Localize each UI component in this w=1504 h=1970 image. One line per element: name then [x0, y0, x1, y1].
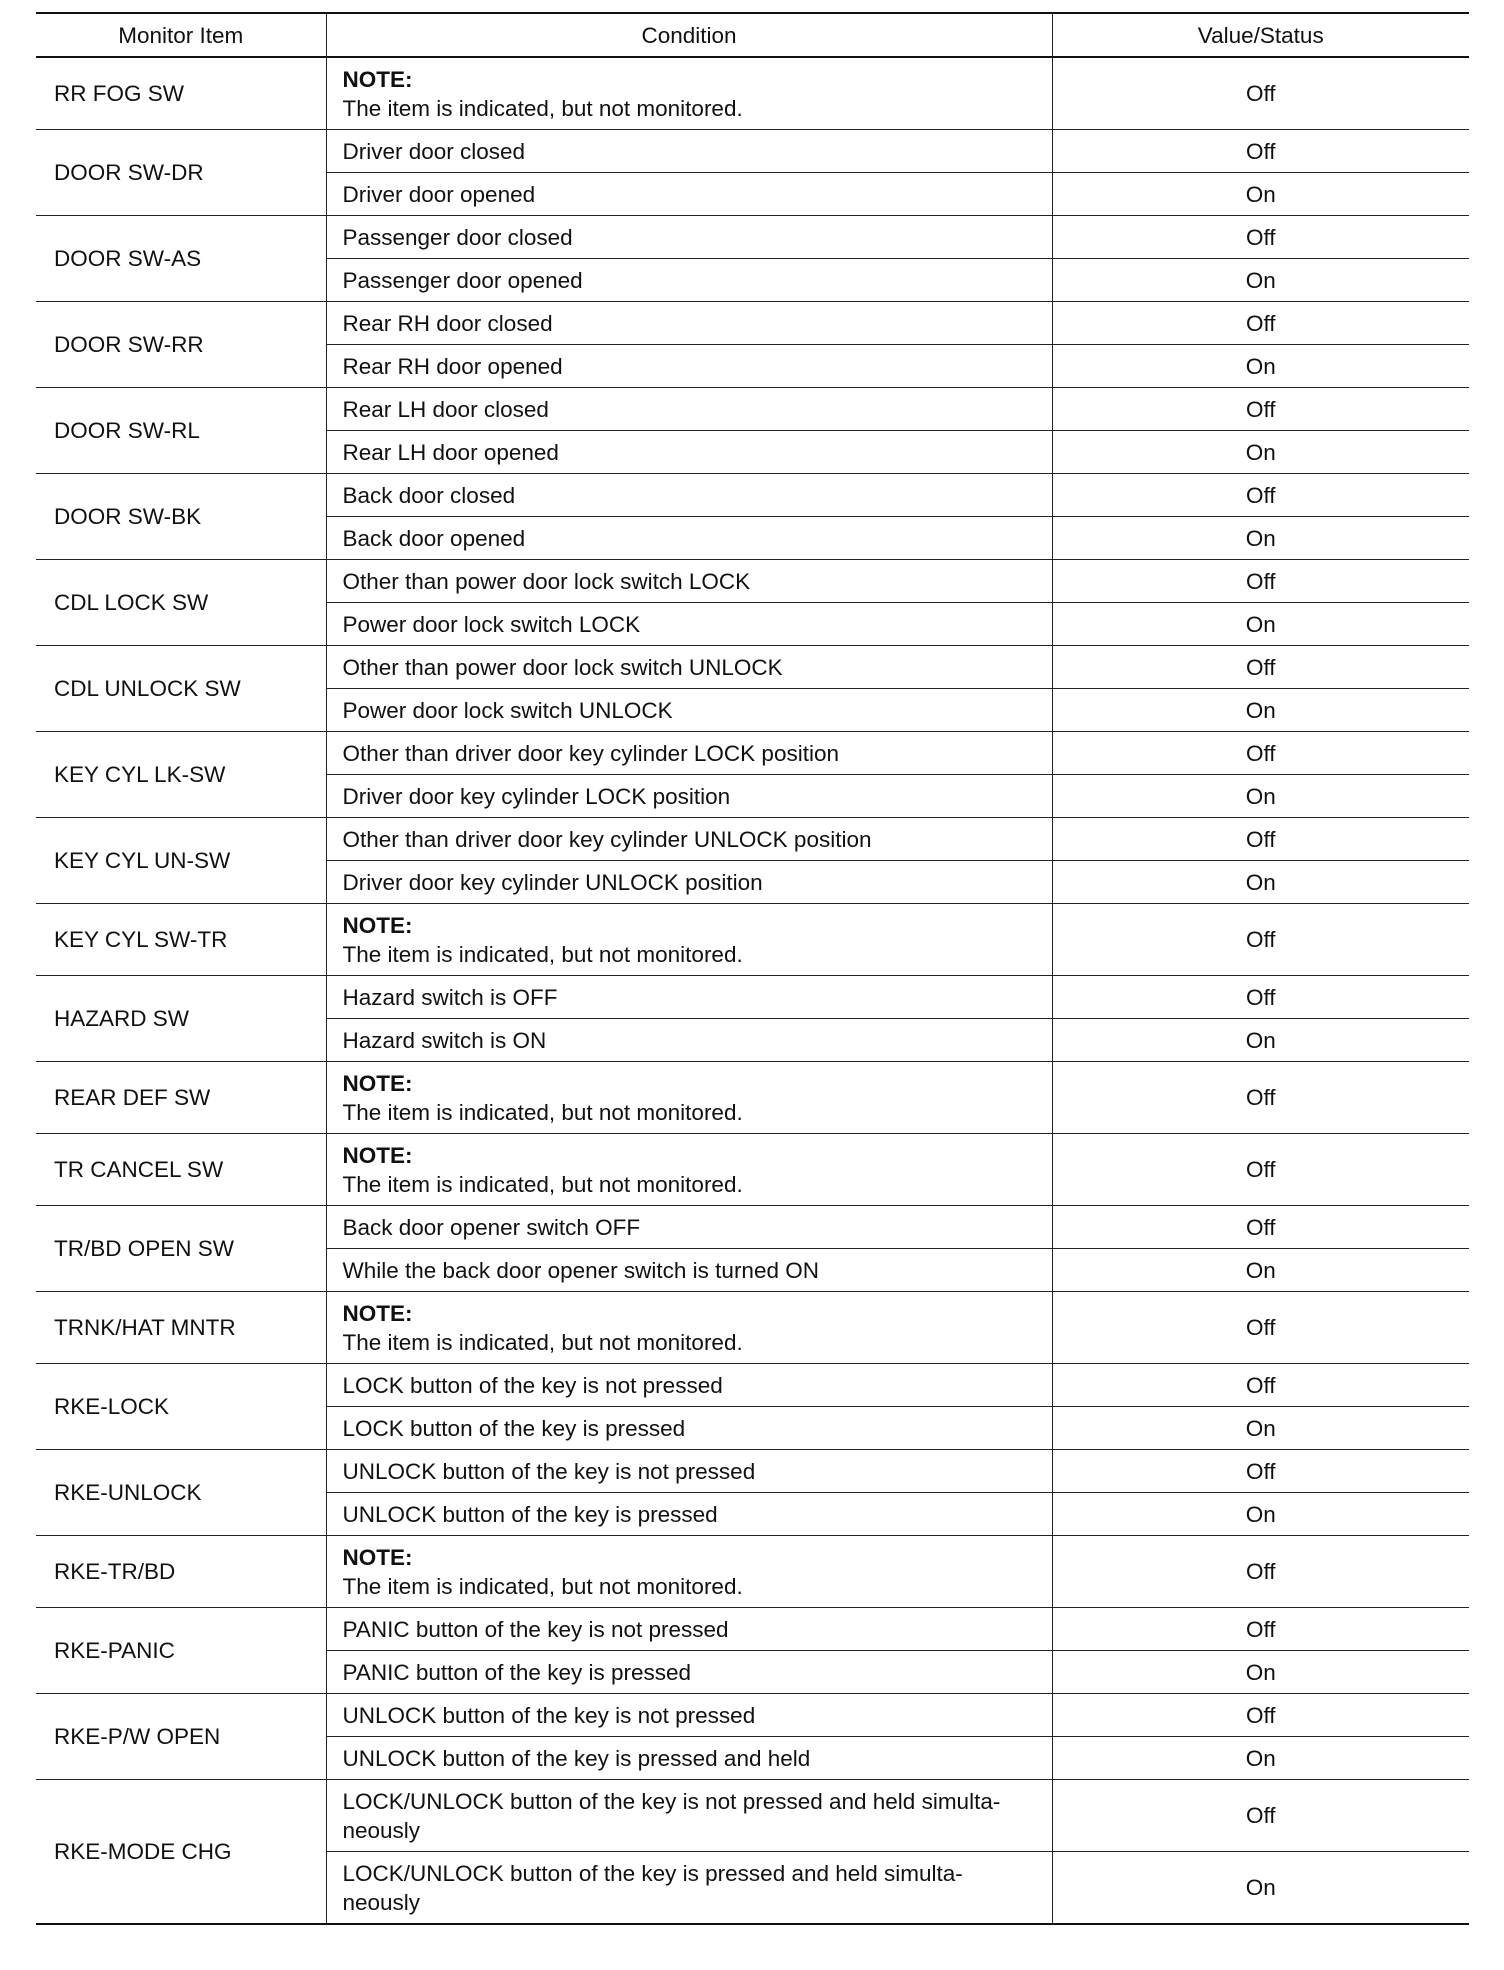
condition-text: Passenger door opened: [342, 267, 583, 293]
note-label: NOTE:: [342, 1544, 413, 1570]
monitor-item-cell: RKE-P/W OPEN: [36, 1694, 326, 1780]
monitor-item-cell: KEY CYL SW-TR: [36, 904, 326, 976]
value-status-cell: On: [1052, 1019, 1469, 1062]
condition-text: Hazard switch is OFF: [342, 984, 558, 1010]
condition-text: PANIC button of the key is pressed: [342, 1659, 692, 1685]
note-label: NOTE:: [342, 912, 413, 938]
condition-cell: [326, 1019, 1052, 1062]
note-text: The item is indicated, but not monitored.: [342, 941, 743, 967]
value-status-cell: On: [1052, 517, 1469, 560]
table-row: [36, 818, 1469, 861]
value-status-cell: Off: [1052, 1608, 1469, 1651]
table-row: [36, 1062, 1469, 1134]
table-row: [36, 216, 1469, 259]
table-body: [36, 57, 1469, 1924]
condition-cell: [326, 1062, 1052, 1134]
condition-text: UNLOCK button of the key is not pressed: [342, 1458, 756, 1484]
monitor-item-cell: HAZARD SW: [36, 976, 326, 1062]
condition-text: Passenger door closed: [342, 224, 573, 250]
condition-cell: [326, 1608, 1052, 1651]
condition-text: UNLOCK button of the key is not pressed: [342, 1702, 756, 1728]
condition-cell: [326, 1493, 1052, 1536]
condition-cell: [326, 1450, 1052, 1493]
value-status-cell: On: [1052, 1651, 1469, 1694]
condition-cell: [326, 431, 1052, 474]
monitor-item-cell: CDL LOCK SW: [36, 560, 326, 646]
value-status-cell: On: [1052, 861, 1469, 904]
header-condition: Condition: [326, 13, 1052, 57]
condition-cell: [326, 646, 1052, 689]
condition-cell: [326, 1292, 1052, 1364]
monitor-item-cell: KEY CYL LK-SW: [36, 732, 326, 818]
note-text: The item is indicated, but not monitored.: [342, 1099, 743, 1125]
condition-text: Power door lock switch UNLOCK: [342, 697, 673, 723]
note-label: NOTE:: [342, 1142, 413, 1168]
value-status-cell: Off: [1052, 1062, 1469, 1134]
value-status-cell: On: [1052, 173, 1469, 216]
condition-text: Power door lock switch LOCK: [342, 611, 641, 637]
header-monitor-item: Monitor Item: [36, 13, 326, 57]
table-row: [36, 474, 1469, 517]
monitor-item-cell: RKE-MODE CHG: [36, 1780, 326, 1925]
value-status-cell: Off: [1052, 130, 1469, 173]
table-row: [36, 646, 1469, 689]
table-row: [36, 1694, 1469, 1737]
value-status-cell: On: [1052, 1852, 1469, 1925]
condition-text: Rear LH door opened: [342, 439, 559, 465]
condition-cell: [326, 1364, 1052, 1407]
condition-text: Rear LH door closed: [342, 396, 549, 422]
condition-text: Driver door closed: [342, 138, 526, 164]
value-status-cell: Off: [1052, 1694, 1469, 1737]
condition-cell: [326, 1206, 1052, 1249]
table-row: [36, 1608, 1469, 1651]
condition-cell: [326, 1536, 1052, 1608]
monitor-item-cell: KEY CYL UN-SW: [36, 818, 326, 904]
table-row: [36, 976, 1469, 1019]
condition-text: Back door closed: [342, 482, 516, 508]
note-text: The item is indicated, but not monitored.: [342, 1329, 743, 1355]
header-value-status: Value/Status: [1052, 13, 1469, 57]
table-row: [36, 1206, 1469, 1249]
note-text: The item is indicated, but not monitored.: [342, 95, 743, 121]
table-header-row: [36, 13, 1469, 57]
condition-cell: [326, 173, 1052, 216]
note-label: NOTE:: [342, 1070, 413, 1096]
monitor-item-cell: TR CANCEL SW: [36, 1134, 326, 1206]
condition-text: LOCK/UNLOCK button of the key is not pressed and held simulta- neously: [342, 1788, 1001, 1843]
value-status-cell: Off: [1052, 1134, 1469, 1206]
condition-cell: [326, 689, 1052, 732]
condition-cell: [326, 1780, 1052, 1852]
value-status-cell: On: [1052, 259, 1469, 302]
monitor-item-cell: CDL UNLOCK SW: [36, 646, 326, 732]
value-status-cell: Off: [1052, 302, 1469, 345]
condition-text: PANIC button of the key is not pressed: [342, 1616, 729, 1642]
table-row: [36, 302, 1469, 345]
note-label: NOTE:: [342, 1300, 413, 1326]
value-status-cell: Off: [1052, 216, 1469, 259]
value-status-cell: Off: [1052, 1780, 1469, 1852]
condition-cell: [326, 861, 1052, 904]
table-row: [36, 1780, 1469, 1852]
value-status-cell: Off: [1052, 1364, 1469, 1407]
table-row: [36, 1134, 1469, 1206]
monitor-item-cell: RKE-UNLOCK: [36, 1450, 326, 1536]
condition-text: Other than driver door key cylinder UNLOCK position: [342, 826, 872, 852]
condition-cell: [326, 775, 1052, 818]
table-row: [36, 904, 1469, 976]
value-status-cell: Off: [1052, 1206, 1469, 1249]
condition-cell: [326, 1694, 1052, 1737]
value-status-cell: On: [1052, 775, 1469, 818]
condition-text: Back door opener switch OFF: [342, 1214, 641, 1240]
condition-cell: [326, 388, 1052, 431]
value-status-cell: Off: [1052, 1536, 1469, 1608]
value-status-cell: Off: [1052, 57, 1469, 130]
value-status-cell: Off: [1052, 1450, 1469, 1493]
table-row: [36, 1292, 1469, 1364]
value-status-cell: On: [1052, 1493, 1469, 1536]
monitor-item-cell: DOOR SW-DR: [36, 130, 326, 216]
condition-cell: [326, 1134, 1052, 1206]
table-row: [36, 388, 1469, 431]
value-status-cell: On: [1052, 1249, 1469, 1292]
condition-text: LOCK button of the key is pressed: [342, 1415, 686, 1441]
condition-text: Back door opened: [342, 525, 526, 551]
value-status-cell: Off: [1052, 1292, 1469, 1364]
table-row: [36, 57, 1469, 130]
condition-text: Driver door key cylinder LOCK position: [342, 783, 731, 809]
value-status-cell: On: [1052, 1737, 1469, 1780]
condition-cell: [326, 216, 1052, 259]
monitor-table-page: [36, 12, 1469, 1925]
condition-cell: [326, 1249, 1052, 1292]
condition-cell: [326, 904, 1052, 976]
value-status-cell: On: [1052, 1407, 1469, 1450]
condition-cell: [326, 1651, 1052, 1694]
note-text: The item is indicated, but not monitored.: [342, 1171, 743, 1197]
monitor-item-cell: RKE-PANIC: [36, 1608, 326, 1694]
condition-text: LOCK button of the key is not pressed: [342, 1372, 723, 1398]
value-status-cell: Off: [1052, 818, 1469, 861]
value-status-cell: Off: [1052, 646, 1469, 689]
condition-cell: [326, 732, 1052, 775]
monitor-item-cell: RR FOG SW: [36, 57, 326, 130]
value-status-cell: Off: [1052, 732, 1469, 775]
monitor-item-cell: TRNK/HAT MNTR: [36, 1292, 326, 1364]
value-status-cell: On: [1052, 431, 1469, 474]
monitor-item-cell: DOOR SW-RL: [36, 388, 326, 474]
condition-text: Other than power door lock switch LOCK: [342, 568, 751, 594]
condition-cell: [326, 603, 1052, 646]
condition-cell: [326, 560, 1052, 603]
monitor-item-cell: RKE-LOCK: [36, 1364, 326, 1450]
condition-text: Hazard switch is ON: [342, 1027, 547, 1053]
condition-cell: [326, 1852, 1052, 1925]
condition-cell: [326, 57, 1052, 130]
condition-cell: [326, 259, 1052, 302]
table-row: [36, 1450, 1469, 1493]
table-row: [36, 1364, 1469, 1407]
condition-text: Driver door key cylinder UNLOCK position: [342, 869, 763, 895]
monitor-item-cell: RKE-TR/BD: [36, 1536, 326, 1608]
condition-cell: [326, 517, 1052, 560]
monitor-table: [36, 12, 1469, 1925]
note-label: NOTE:: [342, 66, 413, 92]
condition-cell: [326, 345, 1052, 388]
monitor-item-cell: DOOR SW-BK: [36, 474, 326, 560]
monitor-item-cell: TR/BD OPEN SW: [36, 1206, 326, 1292]
condition-cell: [326, 302, 1052, 345]
condition-text: Rear RH door opened: [342, 353, 563, 379]
monitor-item-cell: REAR DEF SW: [36, 1062, 326, 1134]
table-row: [36, 560, 1469, 603]
value-status-cell: Off: [1052, 388, 1469, 431]
condition-text: While the back door opener switch is turned ON: [342, 1257, 819, 1283]
condition-text: Other than driver door key cylinder LOCK position: [342, 740, 839, 766]
condition-text: LOCK/UNLOCK button of the key is pressed and held simulta- neously: [342, 1860, 963, 1915]
condition-text: UNLOCK button of the key is pressed and held: [342, 1745, 811, 1771]
condition-text: Other than power door lock switch UNLOCK: [342, 654, 783, 680]
condition-text: Driver door opened: [342, 181, 536, 207]
table-row: [36, 1536, 1469, 1608]
condition-cell: [326, 976, 1052, 1019]
condition-cell: [326, 1737, 1052, 1780]
value-status-cell: On: [1052, 603, 1469, 646]
condition-text: UNLOCK button of the key is pressed: [342, 1501, 718, 1527]
monitor-item-cell: DOOR SW-AS: [36, 216, 326, 302]
value-status-cell: Off: [1052, 474, 1469, 517]
note-text: The item is indicated, but not monitored.: [342, 1573, 743, 1599]
value-status-cell: Off: [1052, 560, 1469, 603]
value-status-cell: Off: [1052, 904, 1469, 976]
value-status-cell: On: [1052, 345, 1469, 388]
condition-cell: [326, 818, 1052, 861]
table-row: [36, 130, 1469, 173]
condition-text: Rear RH door closed: [342, 310, 553, 336]
value-status-cell: Off: [1052, 976, 1469, 1019]
value-status-cell: On: [1052, 689, 1469, 732]
table-row: [36, 732, 1469, 775]
condition-cell: [326, 130, 1052, 173]
condition-cell: [326, 474, 1052, 517]
monitor-item-cell: DOOR SW-RR: [36, 302, 326, 388]
condition-cell: [326, 1407, 1052, 1450]
